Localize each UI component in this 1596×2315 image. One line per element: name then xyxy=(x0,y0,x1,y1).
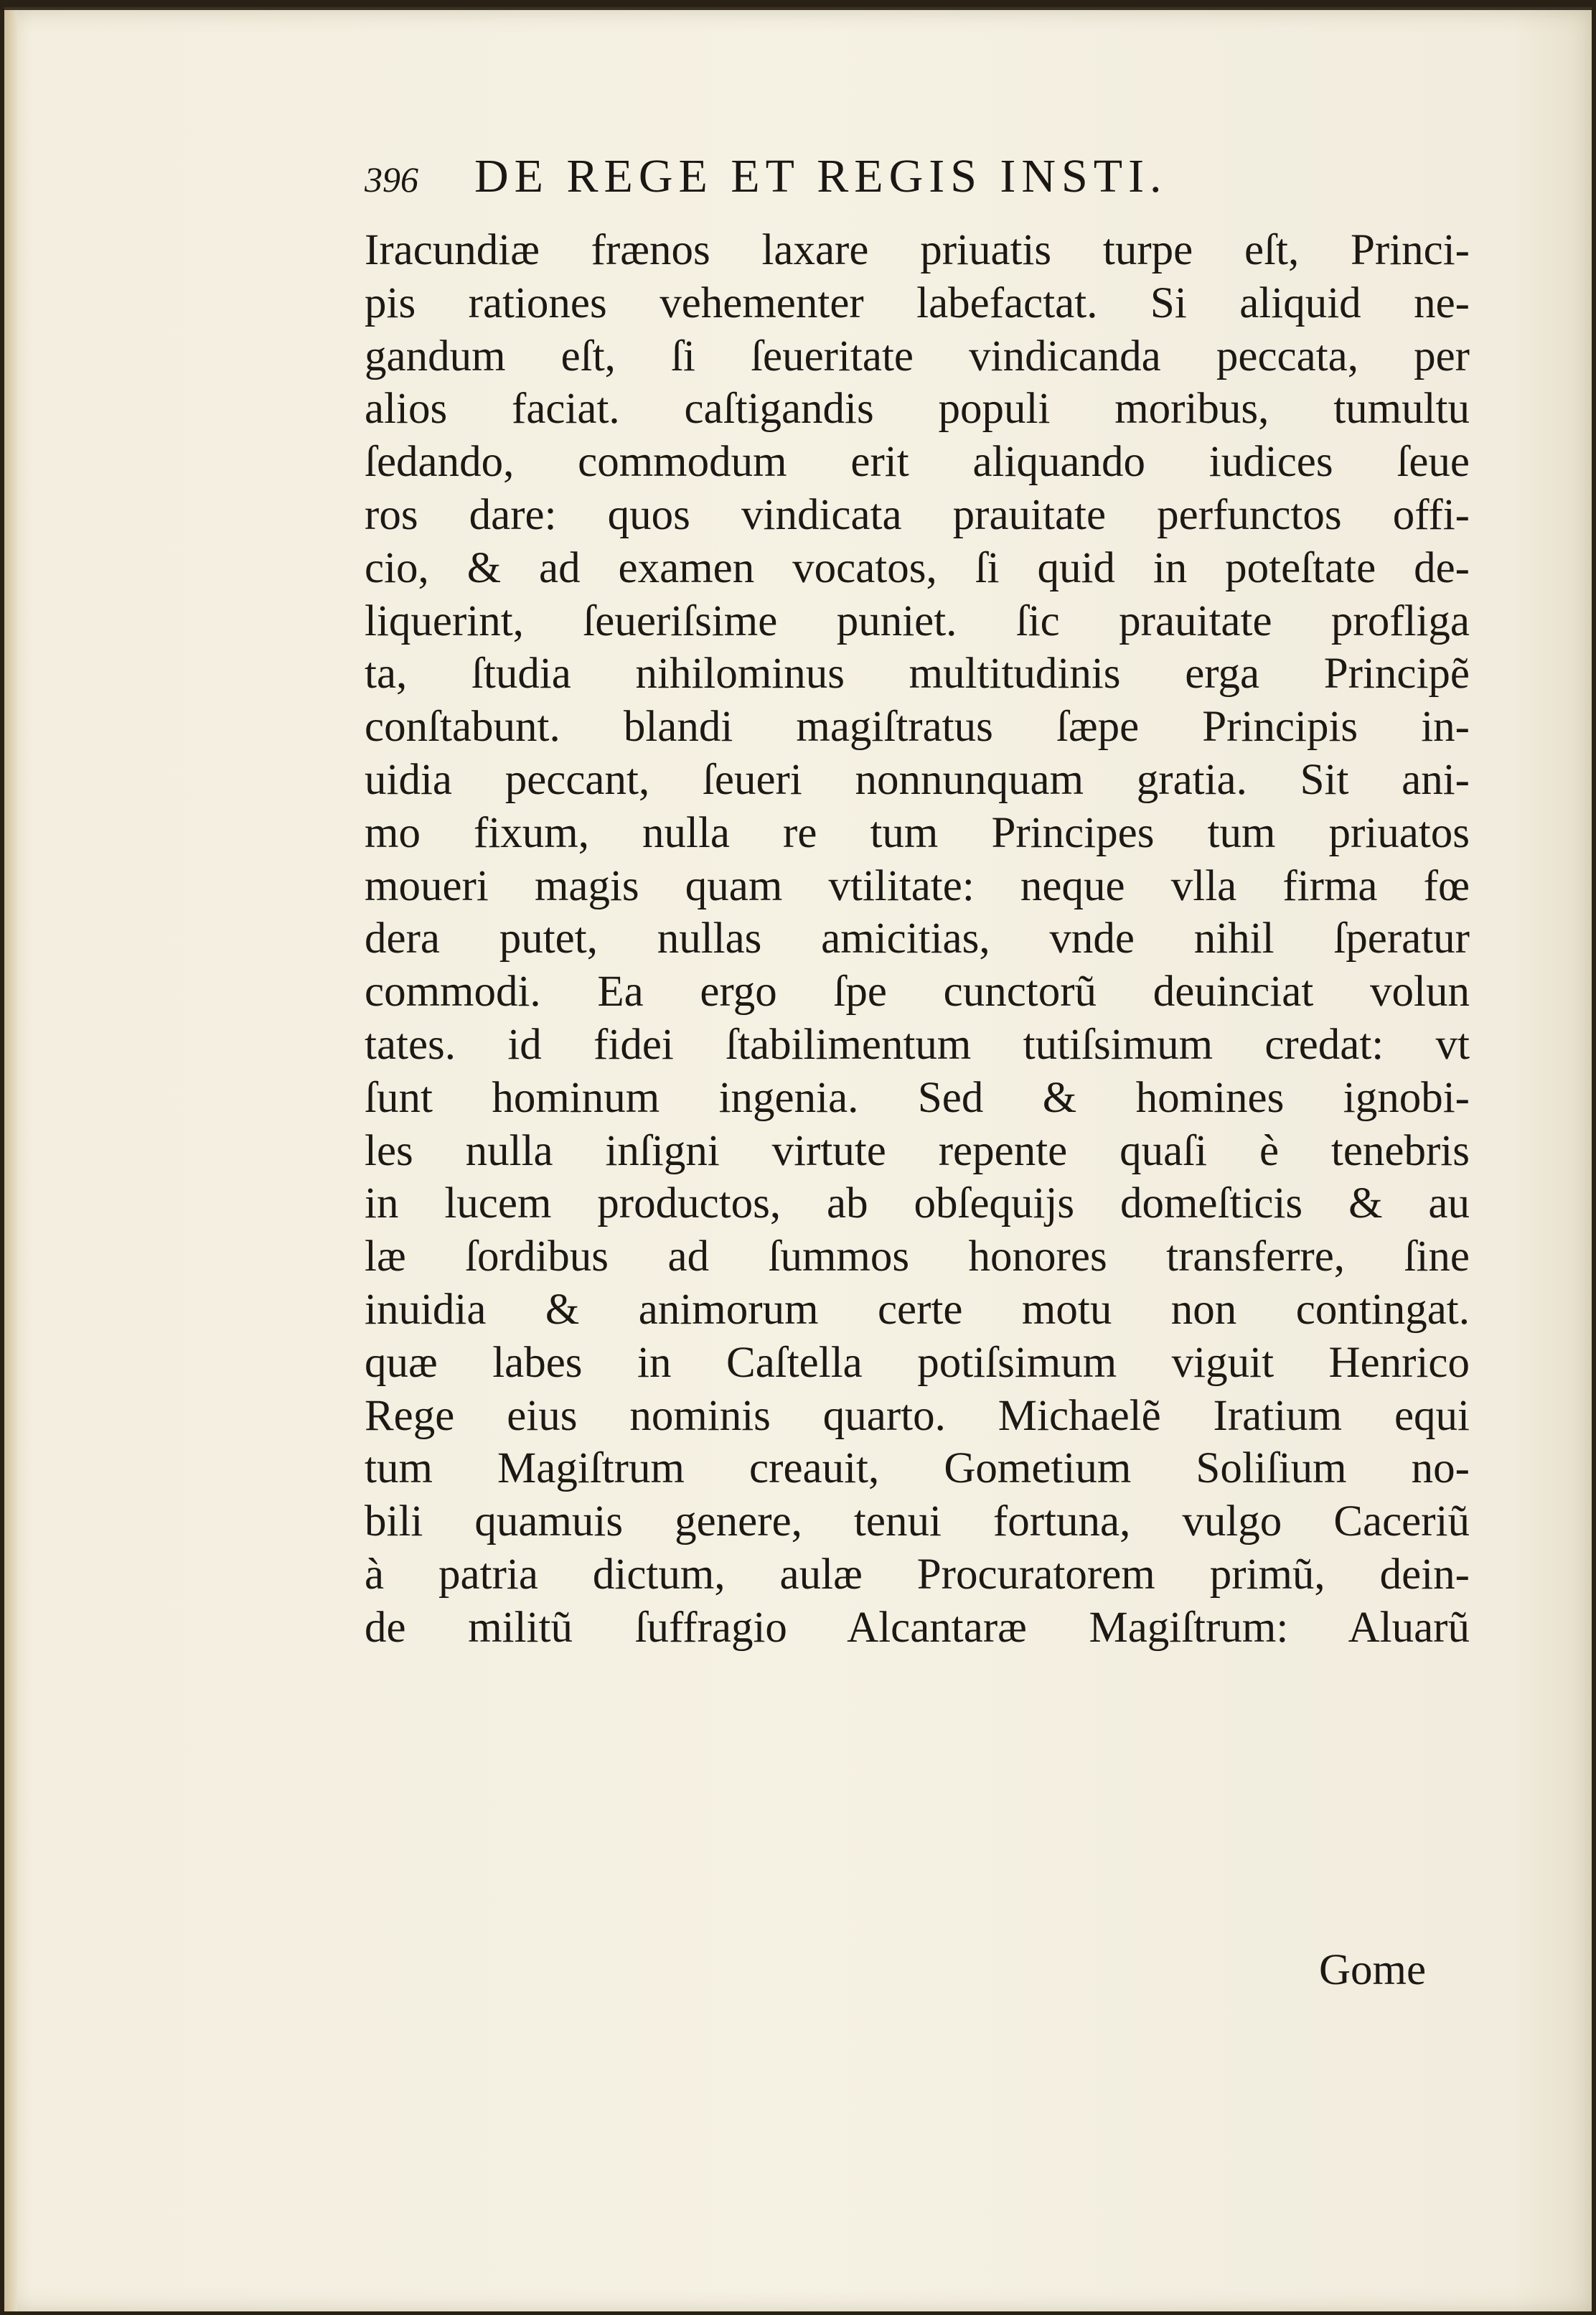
text-line: moueri magis quam vtilitate: neque vlla firma fœ xyxy=(365,861,1470,910)
text-line: bili quamuis genere, tenui fortuna, vulgo Caceriũ xyxy=(365,1497,1470,1546)
text-line: tates. id fidei ſtabilimentum tutiſsimum credat: vt xyxy=(365,1020,1470,1069)
text-line: de militũ ſuffragio Alcantaræ Magiſtrum: Aluarũ xyxy=(365,1603,1470,1652)
page-gutter xyxy=(4,10,17,2311)
text-line: læ ſordibus ad ſummos honores transferre, ſine xyxy=(365,1233,1470,1281)
text-line: alios faciat. caſtigandis populi moribus, tumultu xyxy=(365,385,1470,434)
text-line: cio, & ad examen vocatos, ſi quid in poteſtate de- xyxy=(365,543,1470,592)
text-line: in lucem productos, ab obſequijs domeſticis & au xyxy=(365,1179,1470,1228)
text-line: ta, ſtudia nihilominus multitudinis erga Principẽ xyxy=(365,650,1470,698)
text-line: gandum eſt, ſi ſeueritate vindicanda peccata, per xyxy=(365,332,1470,380)
text-line: inuidia & animorum certe motu non contingat. xyxy=(365,1285,1470,1334)
text-line: tum Magiſtrum creauit, Gometium Soliſium no- xyxy=(365,1444,1470,1493)
text-line: pis rationes vehementer labefactat. Si aliquid ne- xyxy=(365,279,1470,327)
text-line: les nulla inſigni virtute repente quaſi è tenebris xyxy=(365,1126,1470,1175)
text-line: Iracundiæ frænos laxare priuatis turpe eſt, Princi- xyxy=(365,226,1470,274)
catchword: Gome xyxy=(1319,1946,1427,1994)
running-title: DE REGE ET REGIS INSTI. xyxy=(474,150,1168,202)
body-text xyxy=(365,224,1470,1655)
text-line: liquerint, ſeueriſsime puniet. ſic prauitate profliga xyxy=(365,597,1470,645)
text-line: quæ labes in Caſtella potiſsimum viguit Henrico xyxy=(365,1338,1470,1387)
text-line: Rege eius nominis quarto. Michaelẽ Iratium equi xyxy=(365,1391,1470,1440)
text-line: mo fixum, nulla re tum Principes tum priuatos xyxy=(365,808,1470,857)
text-line: conſtabunt. blandi magiſtratus ſæpe Principis in- xyxy=(365,703,1470,752)
text-line: à patria dictum, aulæ Procuratorem primũ, dein- xyxy=(365,1550,1470,1599)
text-line: ſunt hominum ingenia. Sed & homines ignobi- xyxy=(365,1073,1470,1122)
text-line: ſedando, commodum erit aliquando iudices ſeue xyxy=(365,438,1470,487)
text-line: uidia peccant, ſeueri nonnunquam gratia. Sit ani- xyxy=(365,755,1470,804)
page-header xyxy=(365,149,1168,207)
page-number: 396 xyxy=(365,159,418,200)
text-line: ros dare: quos vindicata prauitate perfunctos offi- xyxy=(365,490,1470,539)
text-line: commodi. Ea ergo ſpe cunctorũ deuinciat volun xyxy=(365,968,1470,1016)
text-line: dera putet, nullas amicitias, vnde nihil ſperatur xyxy=(365,915,1470,963)
